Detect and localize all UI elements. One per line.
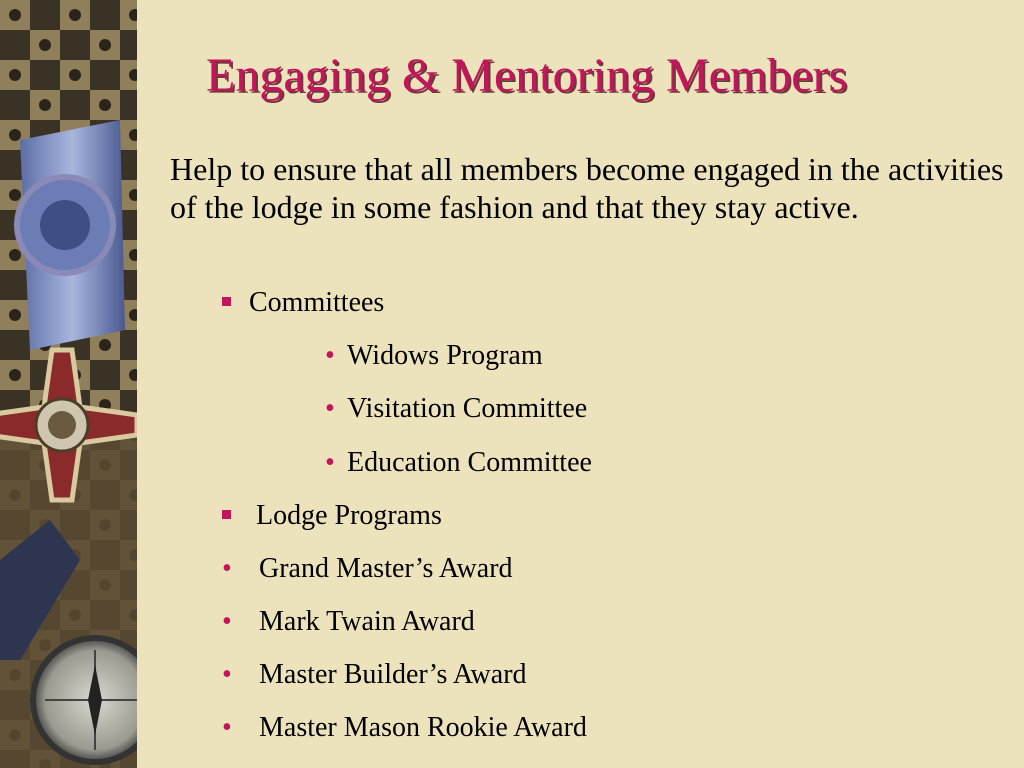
list-item-text: Visitation Committee xyxy=(347,393,588,424)
dot-bullet-icon: • xyxy=(222,659,232,690)
medal-illustration xyxy=(0,0,137,768)
list-item-text: Master Mason Rookie Award xyxy=(259,712,587,743)
list-item xyxy=(222,604,475,640)
dot-bullet-icon: • xyxy=(222,606,232,637)
list-item xyxy=(325,338,543,374)
square-bullet-icon xyxy=(222,297,231,306)
list-item-text: Lodge Programs xyxy=(256,500,442,531)
list-item xyxy=(222,285,384,321)
slide-title: Engaging & Mentoring Members xyxy=(206,49,848,102)
list-item xyxy=(222,710,587,746)
list-item-text: Widows Program xyxy=(347,340,543,371)
dot-bullet-icon: • xyxy=(325,447,335,478)
list-item-text: Mark Twain Award xyxy=(259,606,475,637)
list-item xyxy=(222,657,527,693)
list-item-text: Education Committee xyxy=(347,447,592,478)
list-item-text: Master Builder’s Award xyxy=(259,659,527,690)
dot-bullet-icon: • xyxy=(325,340,335,371)
dot-bullet-icon: • xyxy=(222,712,232,743)
decorative-side-image xyxy=(0,0,137,768)
list-item-text: Grand Master’s Award xyxy=(259,553,513,584)
intro-paragraph: Help to ensure that all members become engaged in the activities of the lodge in some fashion and that they stay active. xyxy=(170,151,1004,225)
square-bullet-icon xyxy=(222,510,231,519)
list-item xyxy=(325,445,592,481)
list-item xyxy=(222,498,442,534)
list-item xyxy=(222,551,513,587)
dot-bullet-icon: • xyxy=(325,393,335,424)
dot-bullet-icon: • xyxy=(222,553,232,584)
list-item xyxy=(325,391,587,427)
list-item-text: Committees xyxy=(249,287,385,318)
